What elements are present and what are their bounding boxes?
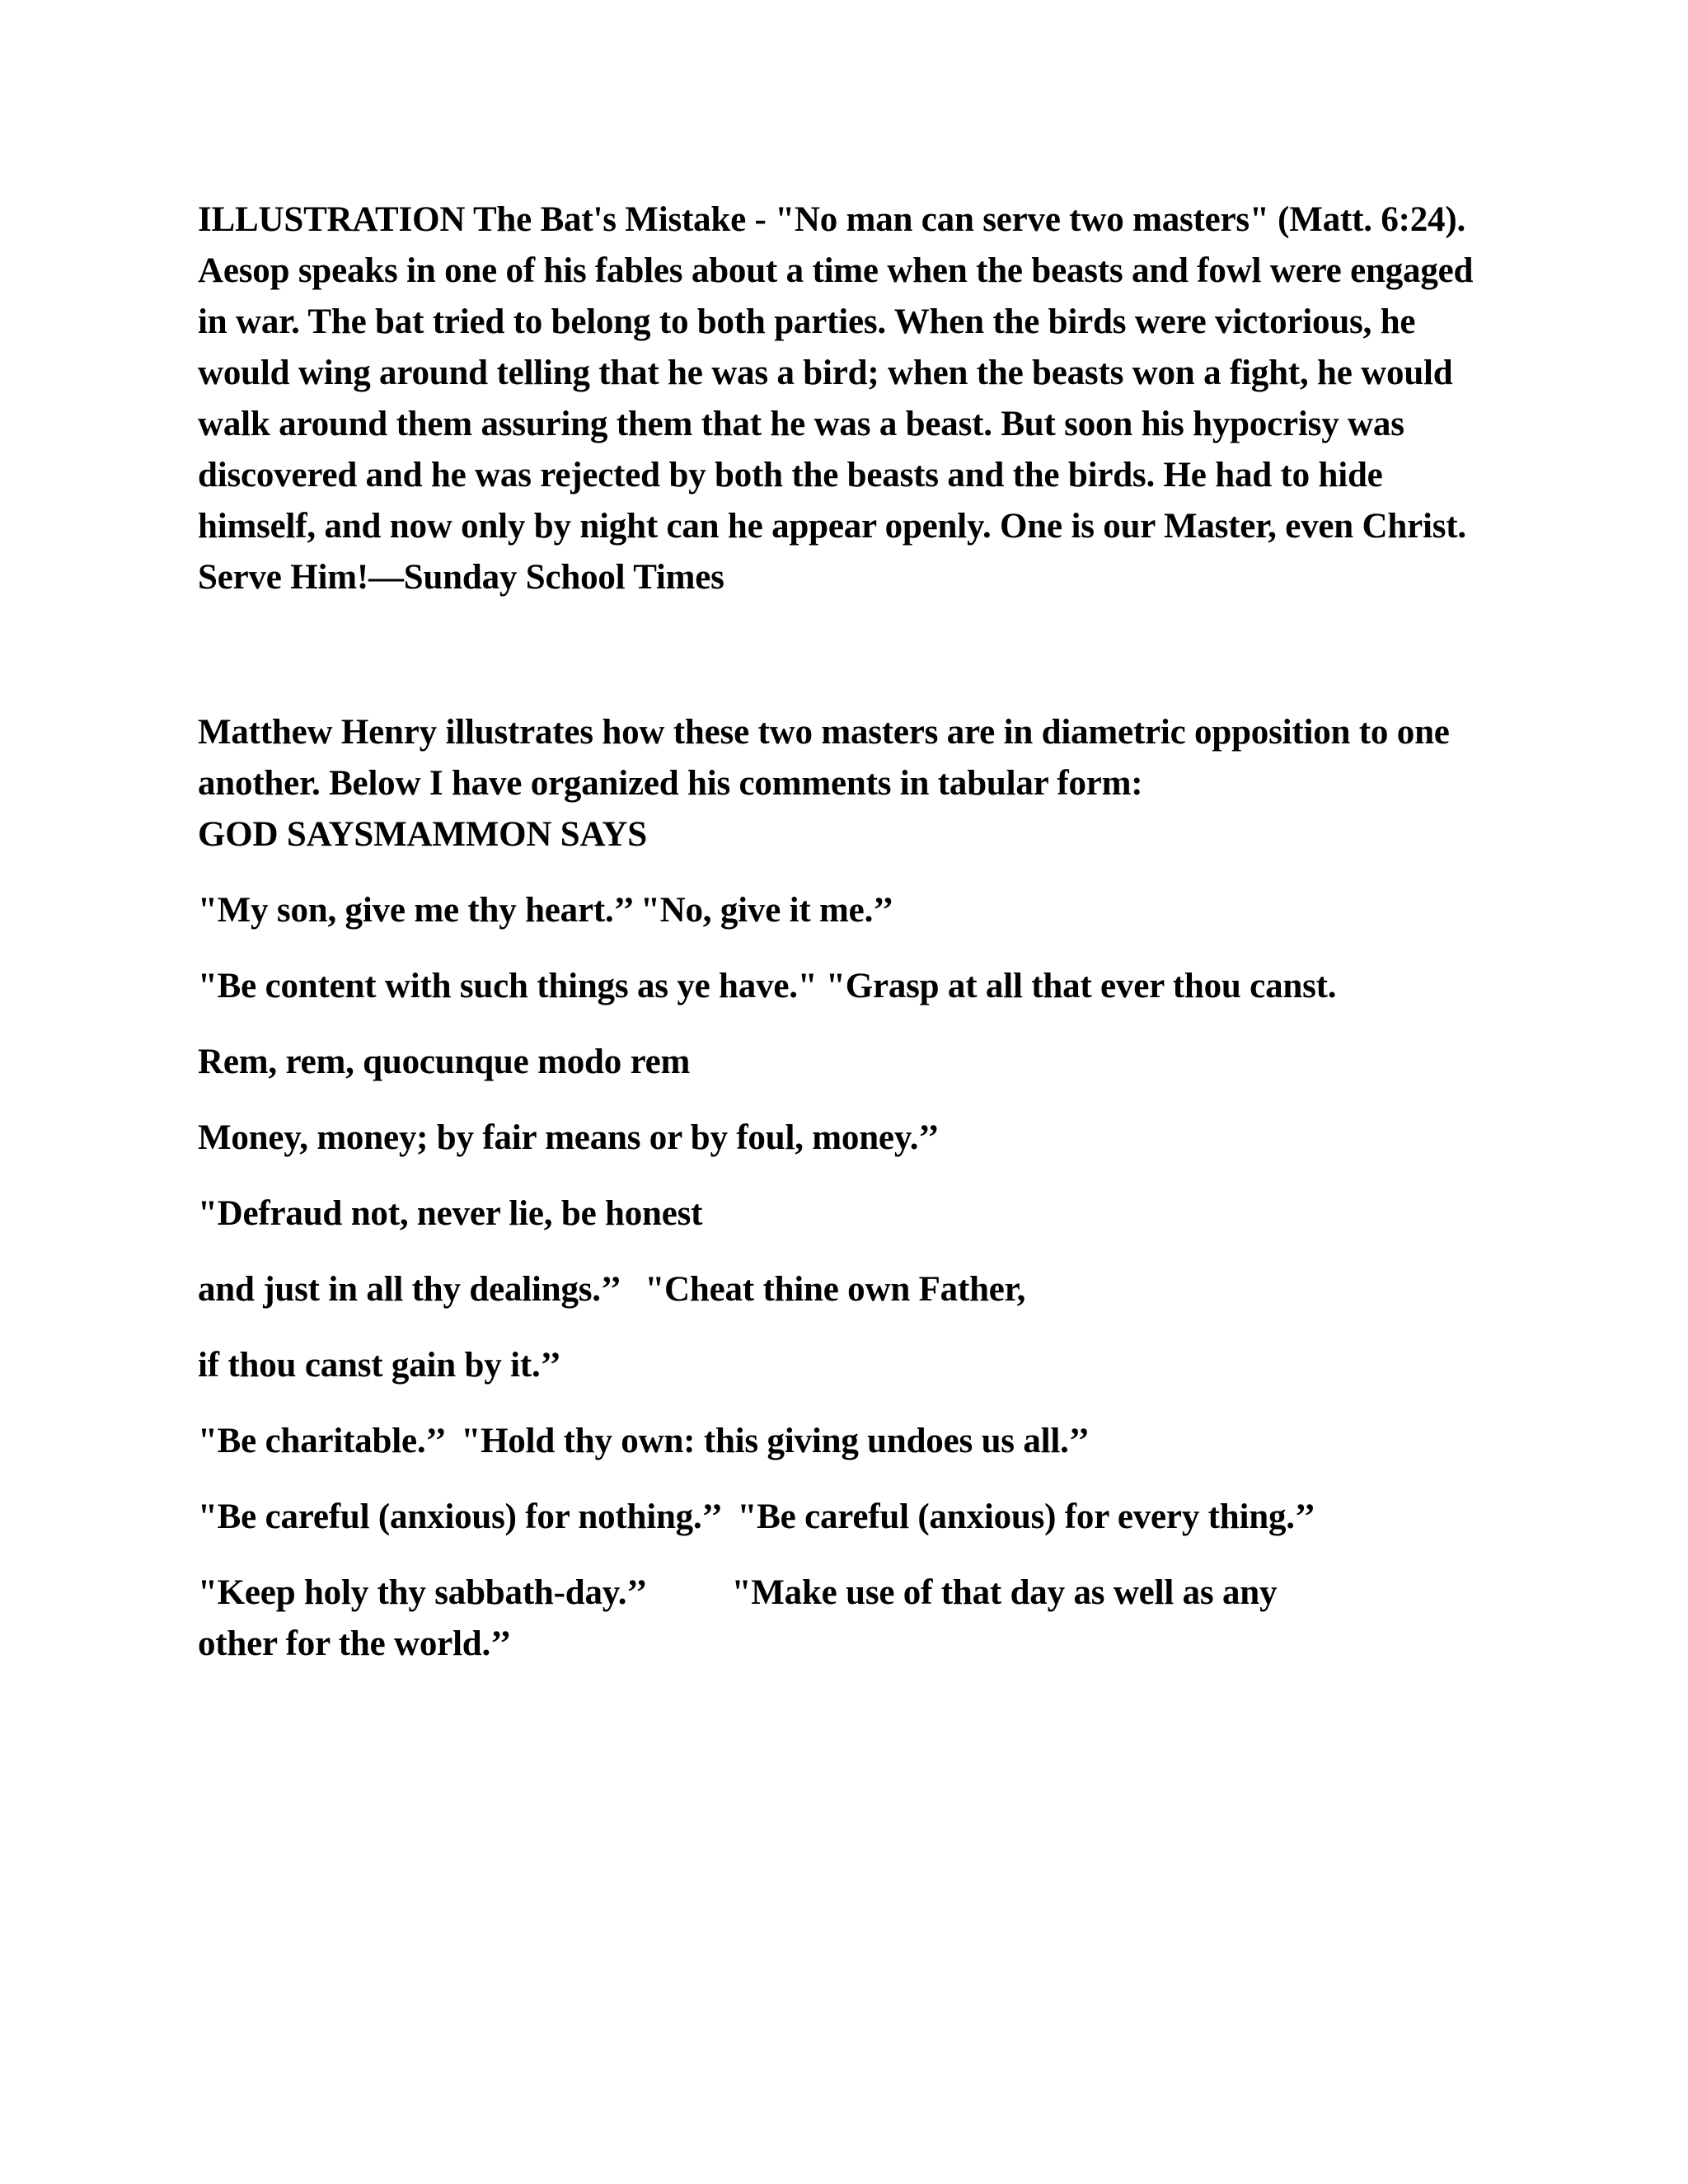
intro-paragraph: Matthew Henry illustrates how these two masters are in diametric opposition to one another. Below I have organized his comments in tabular form: [198, 713, 1450, 803]
comparison-line: Rem, rem, quocunque modo rem [198, 1043, 691, 1081]
illustration-paragraph: ILLUSTRATION The Bat's Mistake - "No man can serve two masters" (Matt. 6:24). Aesop speaks in one of his fables about a time when the beasts and fowl were engaged in war. The bat tried to belong to both parties. When the birds were victorious, he would wing around telling that he was a bird; when the beasts won a fight, he would walk around them assuring them that he was a beast. But soon his hypocrisy was discovered and he was rejected by both the beasts and the birds. He had to hide himself, and now only by night can he appear openly. One is our Master, even Christ. Serve Him!—Sunday School Times [198, 200, 1474, 597]
comparison-line: other for the world.’’ [198, 1624, 512, 1663]
comparison-line: "Be careful (anxious) for nothing.’’ "Be careful (anxious) for every thing.’’ [198, 1497, 1315, 1536]
comparison-line: "Be content with such things as ye have." "Grasp at all that ever thou canst. [198, 967, 1337, 1005]
comparison-line: "Be charitable.’’ "Hold thy own: this giving undoes us all.’’ [198, 1422, 1090, 1460]
comparison-line: if thou canst gain by it.’’ [198, 1346, 561, 1385]
document-content [198, 194, 1484, 1670]
comparison-line: and just in all thy dealings.’’ "Cheat thine own Father, [198, 1270, 1026, 1309]
comparison-line: Money, money; by fair means or by foul, money.’’ [198, 1118, 940, 1157]
comparison-line: "My son, give me thy heart.’’ "No, give it me.’’ [198, 891, 894, 930]
table-heading: GOD SAYSMAMMON SAYS [198, 815, 647, 854]
comparison-line: "Keep holy thy sabbath-day.’’ "Make use of that day as well as any [198, 1573, 1278, 1612]
comparison-line: "Defraud not, never lie, be honest [198, 1194, 703, 1233]
